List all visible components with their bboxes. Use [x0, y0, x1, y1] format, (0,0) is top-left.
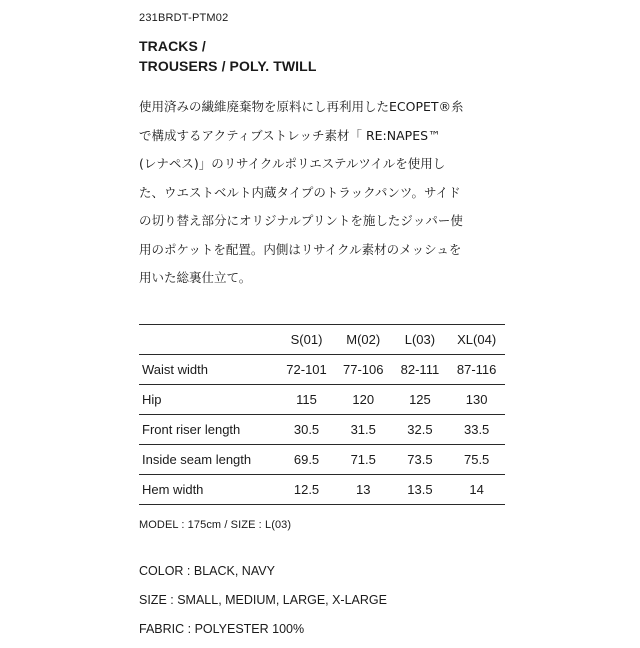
cell-value: 77-106 — [335, 355, 392, 385]
cell-value: 12.5 — [278, 475, 335, 505]
size-header-row — [139, 325, 505, 355]
table-row-inside-seam — [139, 445, 505, 475]
color-info: COLOR : BLACK, NAVY — [139, 564, 275, 578]
header-size-l: L(03) — [392, 325, 449, 355]
cell-value: 69.5 — [278, 445, 335, 475]
title-line-2: TROUSERS / POLY. TWILL — [139, 58, 317, 74]
cell-value: 31.5 — [335, 415, 392, 445]
description-line: 用のポケットを配置。内側はリサイクル素材のメッシュを — [139, 241, 462, 257]
table-row-front-riser — [139, 415, 505, 445]
cell-value: 33.5 — [448, 415, 505, 445]
cell-value: 71.5 — [335, 445, 392, 475]
table-row-waist — [139, 355, 505, 385]
size-chart-table — [139, 324, 505, 505]
row-label: Hem width — [139, 475, 278, 505]
header-size-xl: XL(04) — [448, 325, 505, 355]
header-size-s: S(01) — [278, 325, 335, 355]
size-info: SIZE : SMALL, MEDIUM, LARGE, X-LARGE — [139, 593, 387, 607]
row-label: Hip — [139, 385, 278, 415]
cell-value: 13 — [335, 475, 392, 505]
header-blank-cell — [139, 325, 278, 355]
cell-value: 30.5 — [278, 415, 335, 445]
row-label: Waist width — [139, 355, 278, 385]
cell-value: 14 — [448, 475, 505, 505]
product-title — [139, 36, 316, 76]
row-label: Inside seam length — [139, 445, 278, 475]
cell-value: 72-101 — [278, 355, 335, 385]
description-line: の切り替え部分にオリジナルプリントを施したジッパー使 — [139, 213, 463, 228]
row-label: Front riser length — [139, 415, 278, 445]
description-line: 使用済みの繊維廃棄物を原料にし再利用したECOPET®糸 — [139, 99, 464, 114]
cell-value: 115 — [278, 385, 335, 415]
description-line: 用いた総裏仕立て。 — [139, 270, 252, 285]
cell-value: 87-116 — [448, 355, 505, 385]
description-line: た、ウエストベルト内蔵タイプのトラックパンツ。サイド — [139, 184, 461, 200]
cell-value: 13.5 — [392, 475, 449, 505]
table-row-hip — [139, 385, 505, 415]
product-specs — [139, 561, 387, 648]
cell-value: 130 — [448, 385, 505, 415]
product-description — [139, 93, 511, 293]
cell-value: 82-111 — [392, 355, 449, 385]
description-line: で構成するアクティブストレッチ素材「 RE:NAPES™ — [139, 127, 441, 143]
table-row-hem — [139, 475, 505, 505]
fabric-info: FABRIC : POLYESTER 100% — [139, 622, 305, 636]
description-line: (レナペス)」のリサイクルポリエステルツイルを使用し — [139, 156, 446, 171]
cell-value: 75.5 — [448, 445, 505, 475]
title-line-1: TRACKS / — [139, 38, 206, 54]
cell-value: 125 — [392, 385, 449, 415]
cell-value: 120 — [335, 385, 392, 415]
cell-value: 73.5 — [392, 445, 449, 475]
cell-value: 32.5 — [392, 415, 449, 445]
header-size-m: M(02) — [335, 325, 392, 355]
product-code: 231BRDT-PTM02 — [139, 12, 229, 24]
model-info: MODEL : 175cm / SIZE : L(03) — [139, 519, 292, 531]
